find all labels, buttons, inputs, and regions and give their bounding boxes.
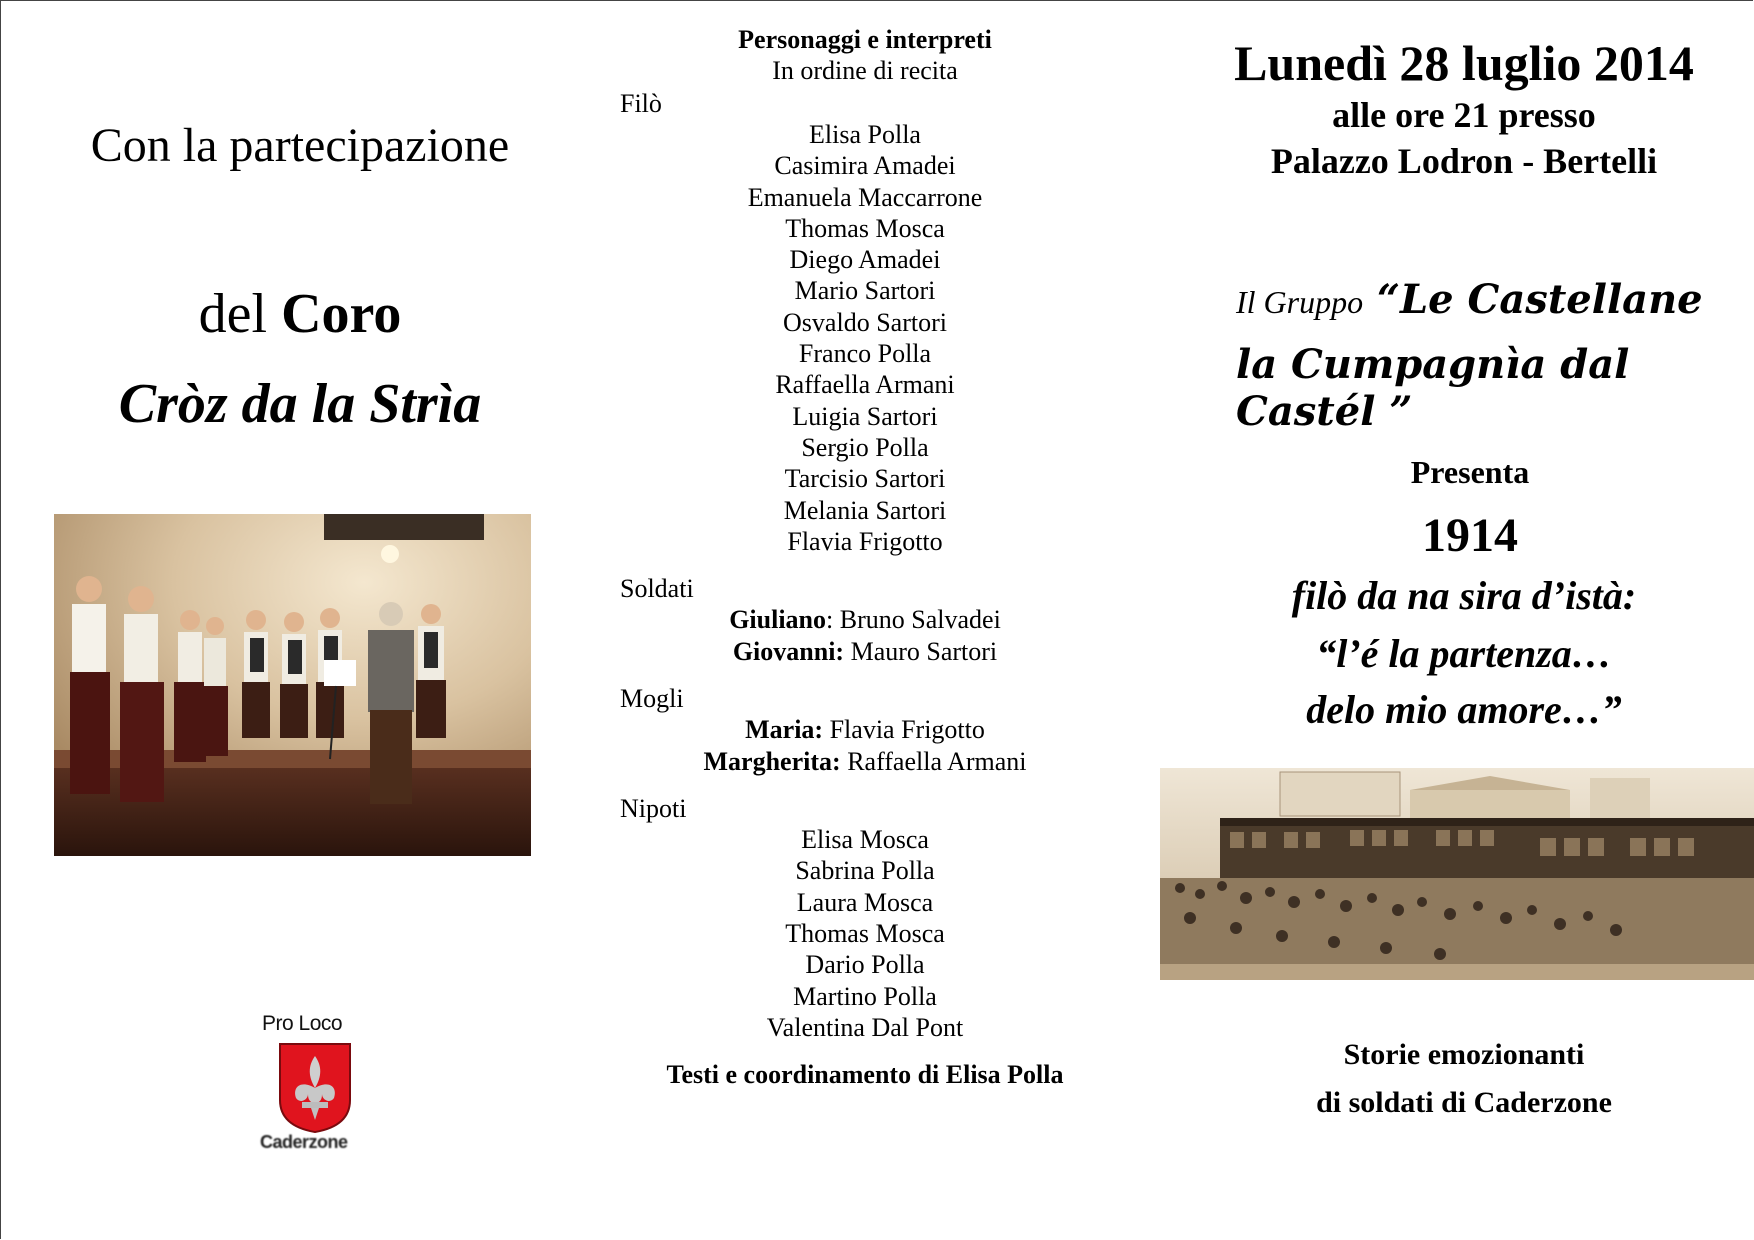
cast-name: Diego Amadei bbox=[789, 245, 941, 275]
role-name: Maria: bbox=[745, 715, 824, 745]
cast-name: Dario Polla bbox=[805, 950, 925, 980]
cast-subheader: In ordine di recita bbox=[772, 56, 958, 85]
event-venue: Palazzo Lodron - Bertelli bbox=[1270, 141, 1658, 181]
choir-word: Coro bbox=[281, 283, 402, 345]
cast-name: Tarcisio Sartori bbox=[784, 464, 946, 494]
role-actor: Mauro Sartori bbox=[850, 636, 998, 666]
participation-heading: Con la partecipazione bbox=[90, 119, 510, 172]
choir-prefix: del bbox=[198, 283, 268, 345]
logo-bottom-text: Caderzone bbox=[260, 1132, 348, 1152]
group-label-soldati: Soldati bbox=[620, 574, 694, 604]
group-label-nipoti: Nipoti bbox=[620, 794, 687, 824]
show-year: 1914 bbox=[1422, 509, 1518, 562]
cast-list bbox=[600, 24, 1130, 1090]
role-name: Margherita: bbox=[703, 746, 841, 776]
choir-name: Cròz da la Strìa bbox=[118, 373, 482, 435]
cast-name: Franco Polla bbox=[798, 339, 932, 369]
show-subtitle-line-2: “l’é la partenza… bbox=[1316, 631, 1612, 676]
role-line bbox=[600, 604, 1130, 636]
role-line bbox=[600, 714, 1130, 746]
event-date: Lunedì 28 luglio 2014 bbox=[1234, 35, 1694, 91]
cast-name: Casimira Amadei bbox=[774, 151, 956, 181]
cast-name: Laura Mosca bbox=[796, 887, 934, 917]
show-subtitle-line-3: delo mio amore…” bbox=[1306, 687, 1622, 732]
role-line bbox=[600, 746, 1130, 778]
group-label-filo: Filò bbox=[620, 89, 662, 118]
historic-train-photo bbox=[1160, 768, 1754, 980]
choir-line bbox=[40, 282, 560, 346]
cast-name: Flavia Frigotto bbox=[787, 526, 943, 556]
cast-name: Thomas Mosca bbox=[785, 919, 945, 949]
role-actor: Flavia Frigotto bbox=[829, 715, 985, 745]
cast-name: Thomas Mosca bbox=[785, 213, 945, 243]
event-time: alle ore 21 presso bbox=[1332, 95, 1596, 135]
cast-name: Emanuela Maccarrone bbox=[747, 182, 983, 212]
role-separator: : bbox=[826, 605, 840, 635]
role-actor: Raffaella Armani bbox=[847, 746, 1027, 776]
cast-name: Elisa Polla bbox=[809, 120, 921, 149]
company-name: la Cumpagnìa dal Castél ” bbox=[1236, 341, 1630, 435]
footer-line-1: Storie emozionanti bbox=[1343, 1038, 1585, 1071]
role-line bbox=[600, 636, 1130, 668]
role-name: Giuliano bbox=[729, 605, 827, 635]
cast-header: Personaggi e interpreti bbox=[738, 25, 992, 54]
cast-name: Martino Polla bbox=[793, 981, 937, 1011]
cast-name: Sergio Polla bbox=[801, 432, 929, 462]
cast-name: Luigia Sartori bbox=[792, 401, 938, 431]
cast-name: Elisa Mosca bbox=[801, 825, 929, 855]
cast-name: Osvaldo Sartori bbox=[783, 307, 947, 337]
footer-line-2: di soldati di Caderzone bbox=[1316, 1086, 1612, 1119]
cast-name: Melania Sartori bbox=[783, 495, 947, 525]
group-line bbox=[1236, 276, 1754, 323]
cast-name: Sabrina Polla bbox=[795, 856, 935, 886]
role-name: Giovanni: bbox=[732, 636, 845, 666]
credits-line: Testi e coordinamento di Elisa Polla bbox=[666, 1060, 1064, 1090]
presents-label: Presenta bbox=[1410, 454, 1530, 490]
show-subtitle-line-1: filò da na sira d’istà: bbox=[1291, 573, 1637, 618]
role-actor: Bruno Salvadei bbox=[839, 605, 1001, 635]
group-label-mogli: Mogli bbox=[620, 684, 684, 714]
choir-photo bbox=[54, 514, 531, 856]
cast-name: Raffaella Armani bbox=[775, 370, 955, 400]
cast-name: Valentina Dal Pont bbox=[766, 1012, 964, 1042]
fleur-de-lis-shield-icon bbox=[278, 1042, 352, 1134]
group-prefix: Il Gruppo bbox=[1236, 284, 1364, 320]
group-name: “Le Castellane bbox=[1377, 276, 1703, 323]
logo-top-text: Pro Loco bbox=[262, 1012, 343, 1035]
pro-loco-logo bbox=[238, 1012, 388, 1152]
cast-name: Mario Sartori bbox=[794, 276, 936, 306]
